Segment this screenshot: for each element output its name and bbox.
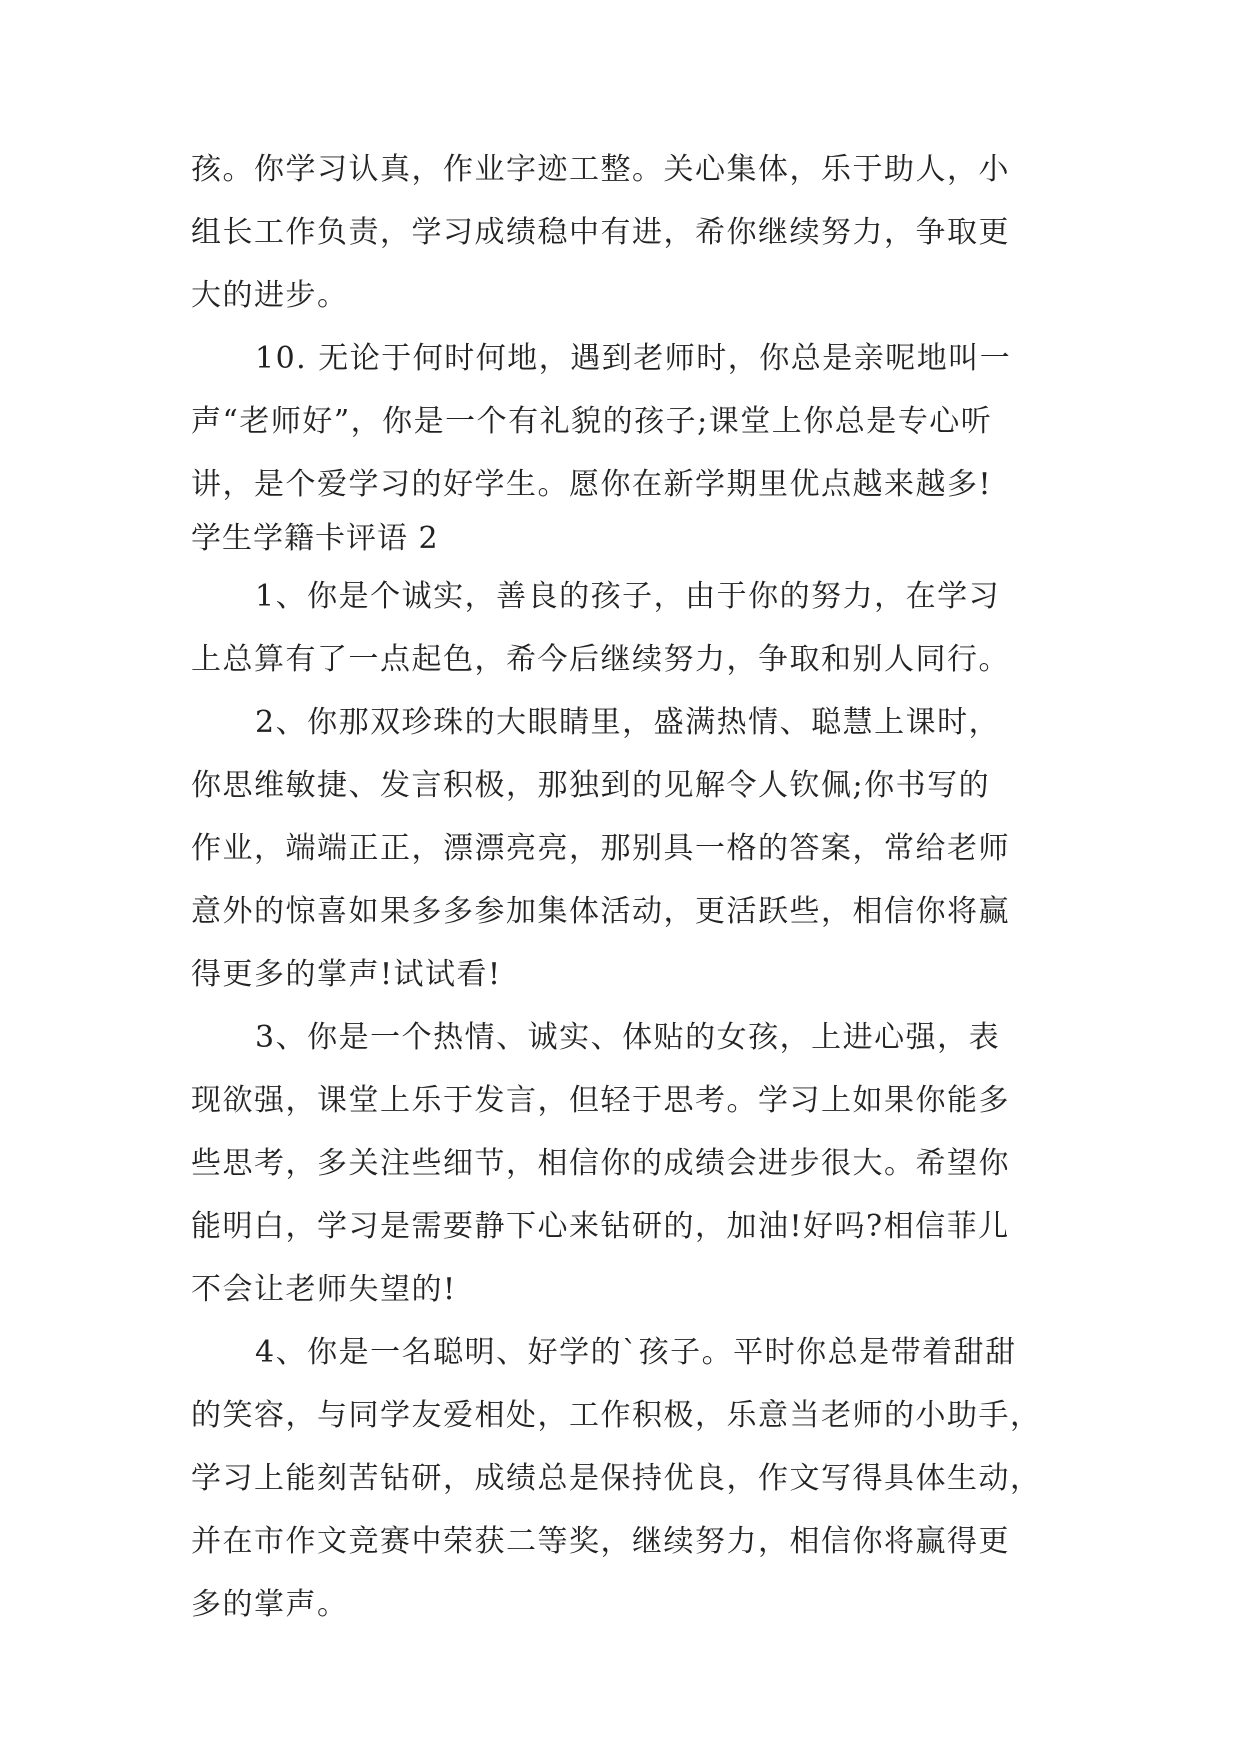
paragraph-line: 组长工作负责，学习成绩稳中有进，希你继续努力，争取更	[191, 215, 1010, 250]
paragraph-line: 能明白，学习是需要静下心来钻研的，加油!好吗?相信菲儿	[191, 1209, 1010, 1244]
paragraph-line: 大的进步。	[191, 278, 349, 313]
paragraph-line: 并在市作文竞赛中荣获二等奖，继续努力，相信你将赢得更	[191, 1524, 1010, 1559]
paragraph-line: 意外的惊喜如果多多参加集体活动，更活跃些，相信你将赢	[191, 894, 1010, 929]
paragraph-line: 些思考，多关注些细节，相信你的成绩会进步很大。希望你	[191, 1146, 1010, 1181]
paragraph-line: 2、你那双珍珠的大眼睛里，盛满热情、聪慧上课时，	[255, 705, 1001, 740]
paragraph-line: 1、你是个诚实，善良的孩子，由于你的努力，在学习	[255, 579, 1001, 614]
paragraph-line: 现欲强，课堂上乐于发言，但轻于思考。学习上如果你能多	[191, 1083, 1010, 1118]
paragraph-line: 不会让老师失望的!	[191, 1272, 457, 1307]
paragraph-line: 声“老师好”，你是一个有礼貌的孩子;课堂上你总是专心听	[191, 404, 993, 439]
section-heading: 学生学籍卡评语 2	[191, 521, 439, 556]
paragraph-line: 作业，端端正正，漂漂亮亮，那别具一格的答案，常给老师	[191, 831, 1010, 866]
paragraph-line: 孩。你学习认真，作业字迹工整。关心集体，乐于助人，小	[191, 152, 1010, 187]
paragraph-line: 你思维敏捷、发言积极，那独到的见解令人钦佩;你书写的	[191, 768, 991, 803]
paragraph-line: 讲，是个爱学习的好学生。愿你在新学期里优点越来越多!	[191, 467, 993, 502]
paragraph-line: 的笑容，与同学友爱相处，工作积极，乐意当老师的小助手，	[191, 1398, 1042, 1433]
paragraph-line: 3、你是一个热情、诚实、体贴的女孩，上进心强，表	[255, 1020, 1001, 1055]
paragraph-line: 得更多的掌声!试试看!	[191, 957, 502, 992]
paragraph-line: 多的掌声。	[191, 1587, 349, 1622]
paragraph-line: 学习上能刻苦钻研，成绩总是保持优良，作文写得具体生动，	[191, 1461, 1042, 1496]
paragraph-line: 4、你是一名聪明、好学的`孩子。平时你总是带着甜甜	[255, 1335, 1017, 1370]
paragraph-line: 10. 无论于何时何地，遇到老师时，你总是亲呢地叫一	[255, 341, 1012, 376]
paragraph-line: 上总算有了一点起色，希今后继续努力，争取和别人同行。	[191, 642, 1010, 677]
